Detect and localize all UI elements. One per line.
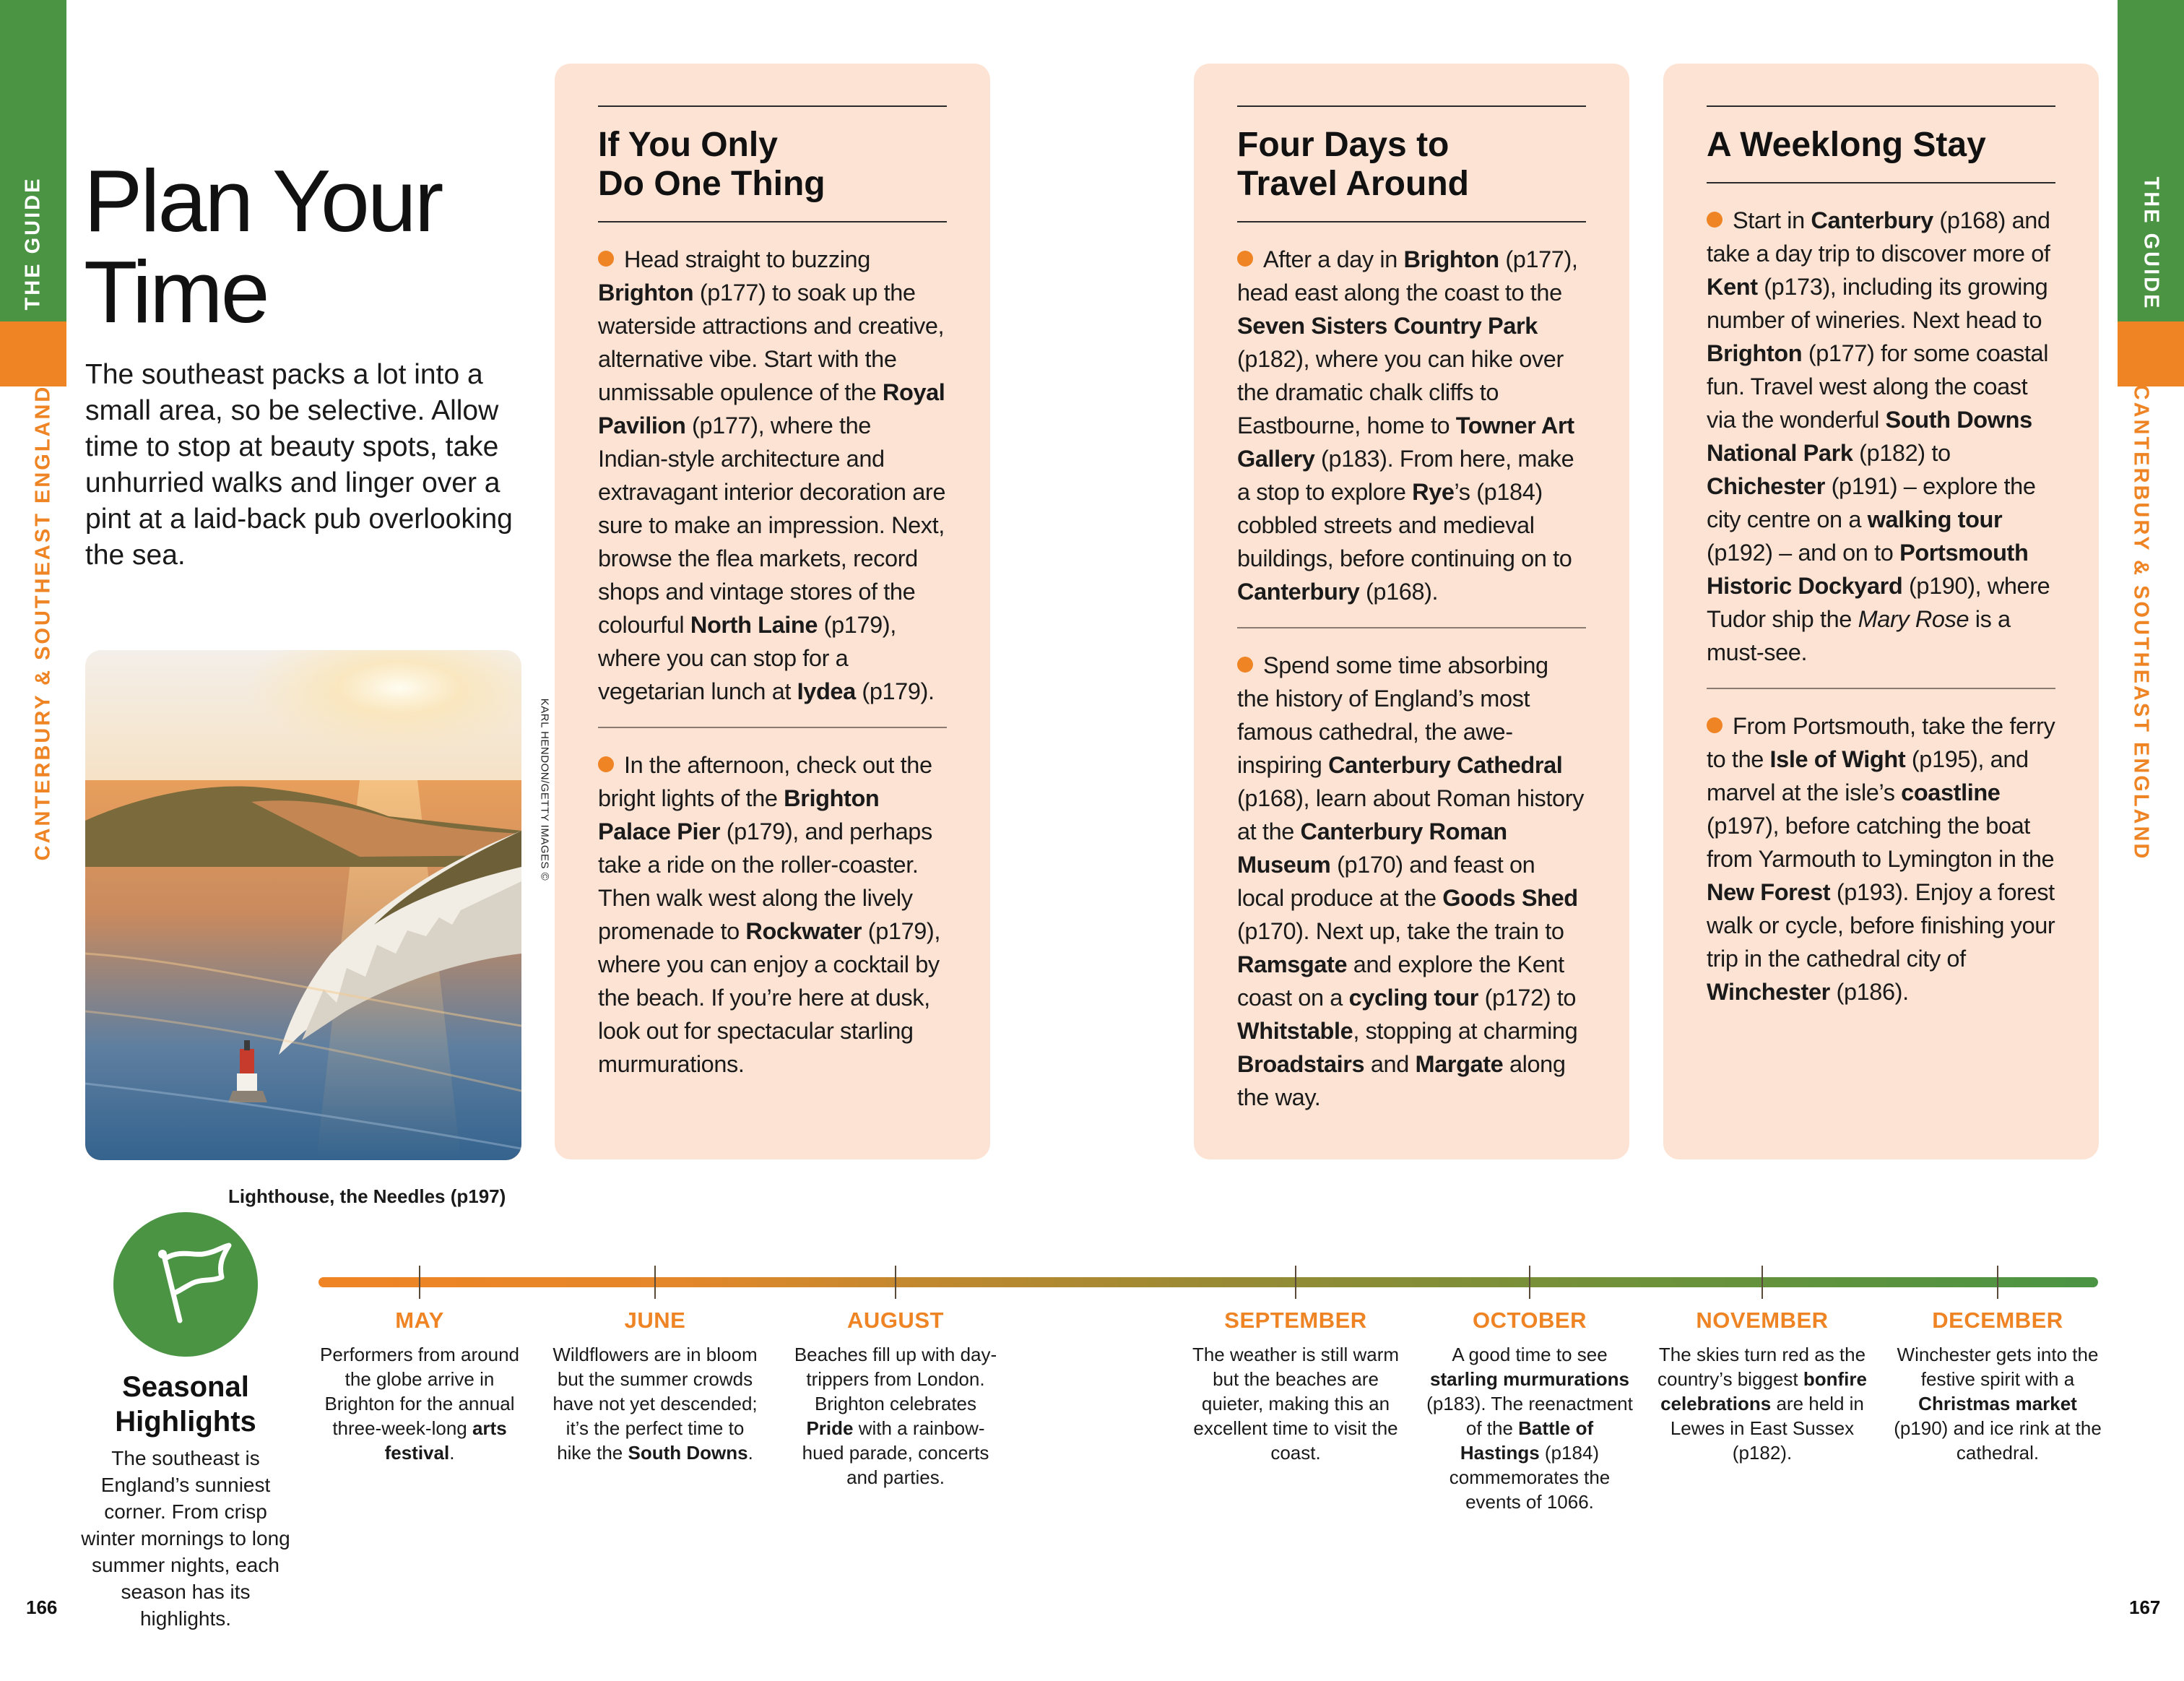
itinerary-card-four-days <box>1194 64 1629 1159</box>
left-guide-label: THE GUIDE <box>21 176 45 311</box>
month-label: MAY <box>395 1308 444 1333</box>
month-description: A good time to see starling murmurations (p183). The reenactment of the Battle of Hastings (p184) commemorates the events of 1066. <box>1426 1344 1633 1513</box>
left-guide-tab <box>0 0 66 321</box>
page-number-right: 167 <box>2129 1596 2161 1618</box>
month-label: JUNE <box>624 1308 686 1333</box>
page-title <box>84 152 442 341</box>
flag-icon-graphic <box>113 1212 258 1357</box>
month-label: AUGUST <box>847 1308 944 1333</box>
timeline-bar <box>318 1277 2098 1287</box>
timeline-tick <box>1295 1266 1296 1299</box>
seasonal-title-line1: Seasonal <box>122 1371 249 1403</box>
month-label: OCTOBER <box>1473 1308 1587 1333</box>
page-title-line2: Time <box>84 243 268 341</box>
page-number-left: 166 <box>26 1596 58 1618</box>
card-title-line1: If You Only <box>598 126 778 164</box>
card-title-line1: Four Days to <box>1237 126 1450 164</box>
card-title-line1: A Weeklong Stay <box>1707 126 1986 164</box>
photo-caption: Lighthouse, the Needles (p197) <box>228 1185 506 1207</box>
timeline-tick <box>1762 1266 1763 1299</box>
left-orange-tab <box>0 321 66 386</box>
bullet-icon <box>1237 657 1253 673</box>
photo-credit <box>535 696 554 883</box>
month-label: DECEMBER <box>1932 1308 2063 1333</box>
photo-credit-text: KARL HENDON/GETTY IMAGES © <box>538 698 551 881</box>
card-title <box>1707 107 2055 182</box>
card-paragraph: In the afternoon, check out the bright lights of the Brighton Palace Pier (p179), and perhaps take a ride on the roller-coaster. Then walk west along the lively promenade to Rockwater (p179), where you can enjoy a cocktail by the beach. If you’re here at dusk, look out for spectacular starling murmurations. <box>598 752 940 1077</box>
timeline-tick <box>654 1266 656 1299</box>
right-guide-tab <box>2118 0 2184 321</box>
timeline-tick <box>419 1266 420 1299</box>
card-paragraph: After a day in Brighton (p177), head east along the coast to the Seven Sisters Country Park (p182), where you can hike over the dramatic chalk cliffs to Eastbourne, home to Towner Art Gallery (p183). From here, make a stop to explore Rye’s (p184) cobbled streets and medieval buildings, before continuing on to Canterbury (p168). <box>1237 246 1578 605</box>
right-orange-tab <box>2118 321 2184 386</box>
month-description: Performers from around the globe arrive in Brighton for the annual three-week-long arts festival. <box>320 1344 519 1464</box>
month-description: The weather is still warm but the beaches are quieter, making this an excellent time to visit the coast. <box>1192 1344 1400 1464</box>
card-paragraph: From Portsmouth, take the ferry to the Isle of Wight (p195), and marvel at the isle’s coastline (p197), before catching the boat from Yarmouth to Lymington in the New Forest (p193). Enjoy a forest walk or cycle, before finishing your trip in the cathedral city of Winchester (p186). <box>1707 713 2055 1005</box>
card-paragraph: Spend some time absorbing the history of England’s most famous cathedral, the awe-inspiring Canterbury Cathedral (p168), learn about Roman history at the Canterbury Roman Museum (p170) and feast on local produce at the Goods Shed (p170). Next up, take the train to Ramsgate and explore the Kent coast on a cycling tour (p172) to Whitstable, stopping at charming Broadstairs and Margate along the way. <box>1237 652 1584 1110</box>
timeline-tick <box>895 1266 896 1299</box>
intro-text: The southeast packs a lot into a small area, so be selective. Allow time to stop at beauty spots, take unhurried walks and linger over a pint at a laid-back pub overlooking the sea. <box>85 359 513 571</box>
card-title <box>598 107 947 221</box>
month-description: Winchester gets into the festive spirit with a Christmas market (p190) and ice rink at the cathedral. <box>1894 1344 2102 1464</box>
bullet-icon <box>598 251 614 267</box>
page-title-line1: Plan Your <box>84 152 442 250</box>
right-region-label: CANTERBURY & SOUTHEAST ENGLAND <box>2129 384 2153 861</box>
bullet-icon <box>1237 251 1253 267</box>
month-description: Beaches fill up with day-trippers from London. Brighton celebrates Pride with a rainbow-hued parade, concerts and parties. <box>794 1344 997 1488</box>
timeline-tick <box>1529 1266 1530 1299</box>
needles-lighthouse-image <box>85 650 521 1160</box>
card-title <box>1237 107 1586 221</box>
bullet-icon <box>1707 212 1722 228</box>
month-description: The skies turn red as the country’s biggest bonfire celebrations are held in Lewes in East Sussex (p182). <box>1658 1344 1867 1464</box>
month-label: SEPTEMBER <box>1224 1308 1367 1333</box>
itinerary-card-one-thing <box>555 64 990 1159</box>
bullet-icon <box>1707 717 1722 733</box>
left-region-label: CANTERBURY & SOUTHEAST ENGLAND <box>31 384 55 861</box>
card-paragraph: Head straight to buzzing Brighton (p177) to soak up the waterside attractions and creative, alternative vibe. Start with the unmissable opulence of the Royal Pavilion (p177), where the Indian-style architecture and extravagant interior decoration are sure to make an impression. Next, browse the flea markets, record shops and vintage stores of the colourful North Laine (p179), where you can stop for a vegetarian lunch at Iydea (p179). <box>598 246 946 704</box>
flag-icon <box>113 1212 258 1357</box>
card-title-line2: Travel Around <box>1237 165 1469 203</box>
card-paragraph: Start in Canterbury (p168) and take a day trip to discover more of Kent (p173), including its growing number of wineries. Next head to Brighton (p177) for some coastal fun. Travel west along the coast via the wonderful South Downs National Park (p182) to Chichester (p191) – explore the city centre on a walking tour (p192) – and on to Portsmouth Historic Dockyard (p190), where Tudor ship the Mary Rose is a must-see. <box>1707 207 2050 665</box>
seasonal-title <box>69 1370 302 1439</box>
timeline-tick <box>1997 1266 1998 1299</box>
bullet-icon <box>598 756 614 772</box>
month-label: NOVEMBER <box>1696 1308 1829 1333</box>
month-description: Wildflowers are in bloom but the summer crowds have not yet descended; it’s the perfect time to hike the South Downs. <box>552 1344 758 1464</box>
right-guide-label: THE GUIDE <box>2139 176 2163 311</box>
itinerary-card-weeklong <box>1663 64 2099 1159</box>
seasonal-text: The southeast is England’s sunniest corner. From crisp winter mornings to long summer nights, each season has its highlights. <box>81 1447 290 1630</box>
needles-lighthouse-photo <box>85 650 521 1160</box>
seasonal-title-line2: Highlights <box>115 1406 256 1438</box>
card-title-line2: Do One Thing <box>598 165 826 203</box>
